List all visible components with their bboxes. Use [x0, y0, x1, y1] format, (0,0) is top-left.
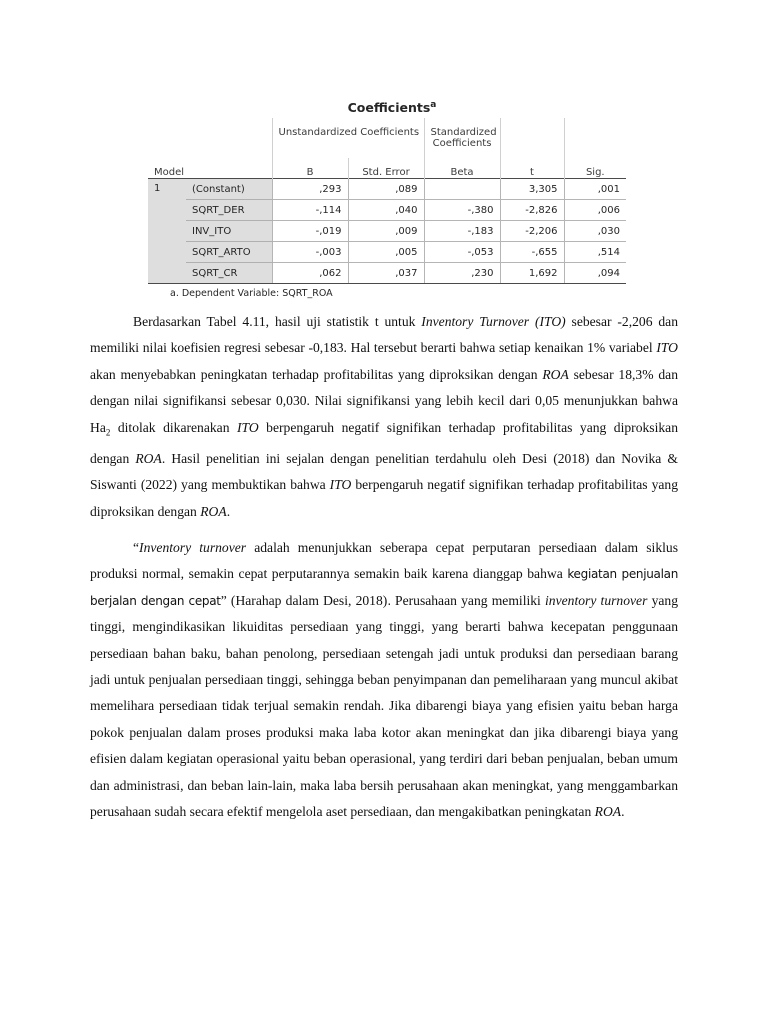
cell-beta: -,380 [424, 200, 500, 221]
variable-name: SQRT_CR [186, 263, 272, 284]
cell-b: ,293 [272, 179, 348, 200]
cell-beta [424, 179, 500, 200]
header-model: Model [148, 158, 272, 179]
cell-se: ,005 [348, 242, 424, 263]
cell-t: 3,305 [500, 179, 564, 200]
p2-sans-text: kegiatan penjualan berjalan dengan cepat [90, 567, 678, 608]
p2-text: ” (Harahap dalam Desi, 2018) [220, 592, 388, 608]
table-row [148, 200, 626, 221]
p1-subscript: 2 [105, 427, 111, 438]
header-b: B [272, 158, 348, 179]
paragraph-1 [90, 309, 678, 525]
variable-name: (Constant) [186, 179, 272, 200]
p2-text: adalah menunjukkan seberapa cepat perputaran persediaan dalam siklus produksi normal, semakin cepat perputarannya semakin baik karena dianggap bahwa [90, 540, 678, 582]
header-t: t [500, 158, 564, 179]
p2-text: Perusahaan yang memiliki [390, 592, 546, 608]
p1-text: Berdasarkan Tabel 4.11, hasil uji statistik t untuk [133, 314, 422, 329]
p2-sans-text: . [387, 593, 391, 608]
coefficients-table-block [148, 92, 626, 299]
p2-italic: ROA [594, 804, 622, 820]
variable-name: INV_ITO [186, 221, 272, 242]
p2-italic: Inventory turnover [139, 540, 247, 555]
cell-beta: -,053 [424, 242, 500, 263]
header-row-2 [148, 138, 626, 158]
cell-t: -2,206 [500, 221, 564, 242]
cell-se: ,089 [348, 179, 424, 200]
cell-sig: ,006 [564, 200, 626, 221]
cell-b: -,114 [272, 200, 348, 221]
header-sig: Sig. [564, 158, 626, 179]
cell-sig: ,094 [564, 263, 626, 284]
p1-italic: ROA [135, 450, 162, 466]
cell-sig: ,514 [564, 242, 626, 263]
header-standardized [424, 118, 500, 138]
cell-beta: ,230 [424, 263, 500, 284]
p1-italic: Inventory Turnover (ITO) [421, 314, 566, 329]
cell-t: -,655 [500, 242, 564, 263]
p1-text: akan menyebabkan peningkatan terhadap profitabilitas yang diproksikan dengan [90, 366, 543, 382]
p1-italic: ITO [237, 419, 259, 435]
cell-b: -,003 [272, 242, 348, 263]
cell-se: ,040 [348, 200, 424, 221]
variable-name: SQRT_DER [186, 200, 272, 221]
header-row-1 [148, 118, 626, 138]
cell-t: -2,826 [500, 200, 564, 221]
p1-text: sebesar 18,3% dan dengan nilai signifikansi sebesar 0,030. Nilai signifikansi yang lebih kecil dari 0,05 menunjukkan bahwa Ha [90, 366, 678, 435]
table-footnote: a. Dependent Variable: SQRT_ROA [170, 288, 333, 299]
header-row-3 [148, 158, 626, 179]
header-std-error: Std. Error [348, 158, 424, 179]
header-unstandardized: Unstandardized Coefficients [272, 118, 424, 138]
cell-t: 1,692 [500, 263, 564, 284]
cell-sig: ,001 [564, 179, 626, 200]
cell-beta: -,183 [424, 221, 500, 242]
cell-se: ,037 [348, 263, 424, 284]
p1-italic: ROA [542, 366, 569, 382]
p1-text: ditolak dikarenakan [110, 419, 237, 435]
p2-text: “ [133, 540, 140, 555]
table-row [148, 179, 626, 200]
header-beta: Beta [424, 158, 500, 179]
table-row [148, 263, 626, 284]
p1-text: berpengaruh negatif signifikan terhadap profitabilitas yang diproksikan dengan [90, 419, 678, 466]
table-row [148, 221, 626, 242]
p1-text: . [226, 503, 231, 519]
p1-italic: ITO [329, 477, 352, 493]
p2-text: yang tinggi, mengindikasikan likuiditas persediaan yang tinggi, yang berarti bahwa kecepatan penggunaan persediaan bahan baku, bahan penolong, persediaan setengah jadi untuk produksi dan persediaan barang jadi untuk penjualan persediaan tinggi, sehingga beban penyimpanan dan pemeliharaan yang muncul akibat memelihara persediaan tidak terjual semakin rendah. Jika dibarengi biaya yang efisien yaitu beban harga pokok penjualan dalam proses produksi maka laba kotor akan meningkat dan jika dibarengi biaya yang efisien dalam kegiatan operasional yaitu beban operasional, yang terdiri dari beban penjualan, beban umum dan administrasi, dan beban lain-lain, maka laba bersih perusahaan akan meningkat, yang menggambarkan perusahaan sudah secara efektif mengelola aset persediaan, dan mengakibatkan peningkatan [90, 592, 678, 820]
table-body [148, 179, 626, 284]
paragraph-2 [90, 535, 678, 825]
cell-b: ,062 [272, 263, 348, 284]
table-title [158, 92, 626, 118]
header-standardized-line1: Standardized [430, 127, 497, 138]
table-title-sup: a [430, 100, 437, 110]
p1-italic: ITO [656, 340, 678, 356]
p1-text: . Hasil penelitian ini sejalan dengan penelitian terdahulu oleh Desi (2018) dan Novika & Siswanti (2022) yang membuktikan bahwa [90, 450, 679, 493]
p1-text: sebesar -2,206 dan memiliki nilai koefisien regresi sebesar -0,183. Hal tersebut berarti bahwa setiap kenaikan 1% variabel [90, 314, 678, 356]
cell-se: ,009 [348, 221, 424, 242]
p2-text: . [621, 804, 625, 820]
p1-italic: ROA [200, 503, 227, 519]
table-row [148, 242, 626, 263]
table-title-text: Coefficients [347, 100, 431, 116]
variable-name: SQRT_ARTO [186, 242, 272, 263]
cell-sig: ,030 [564, 221, 626, 242]
p2-italic: inventory turnover [545, 592, 648, 608]
header-standardized-line2: Coefficients [424, 138, 500, 158]
coefficients-table [148, 118, 626, 284]
model-number: 1 [148, 179, 186, 284]
cell-b: -,019 [272, 221, 348, 242]
p1-text: berpengaruh negatif signifikan terhadap profitabilitas yang diproksikan dengan [90, 477, 678, 519]
